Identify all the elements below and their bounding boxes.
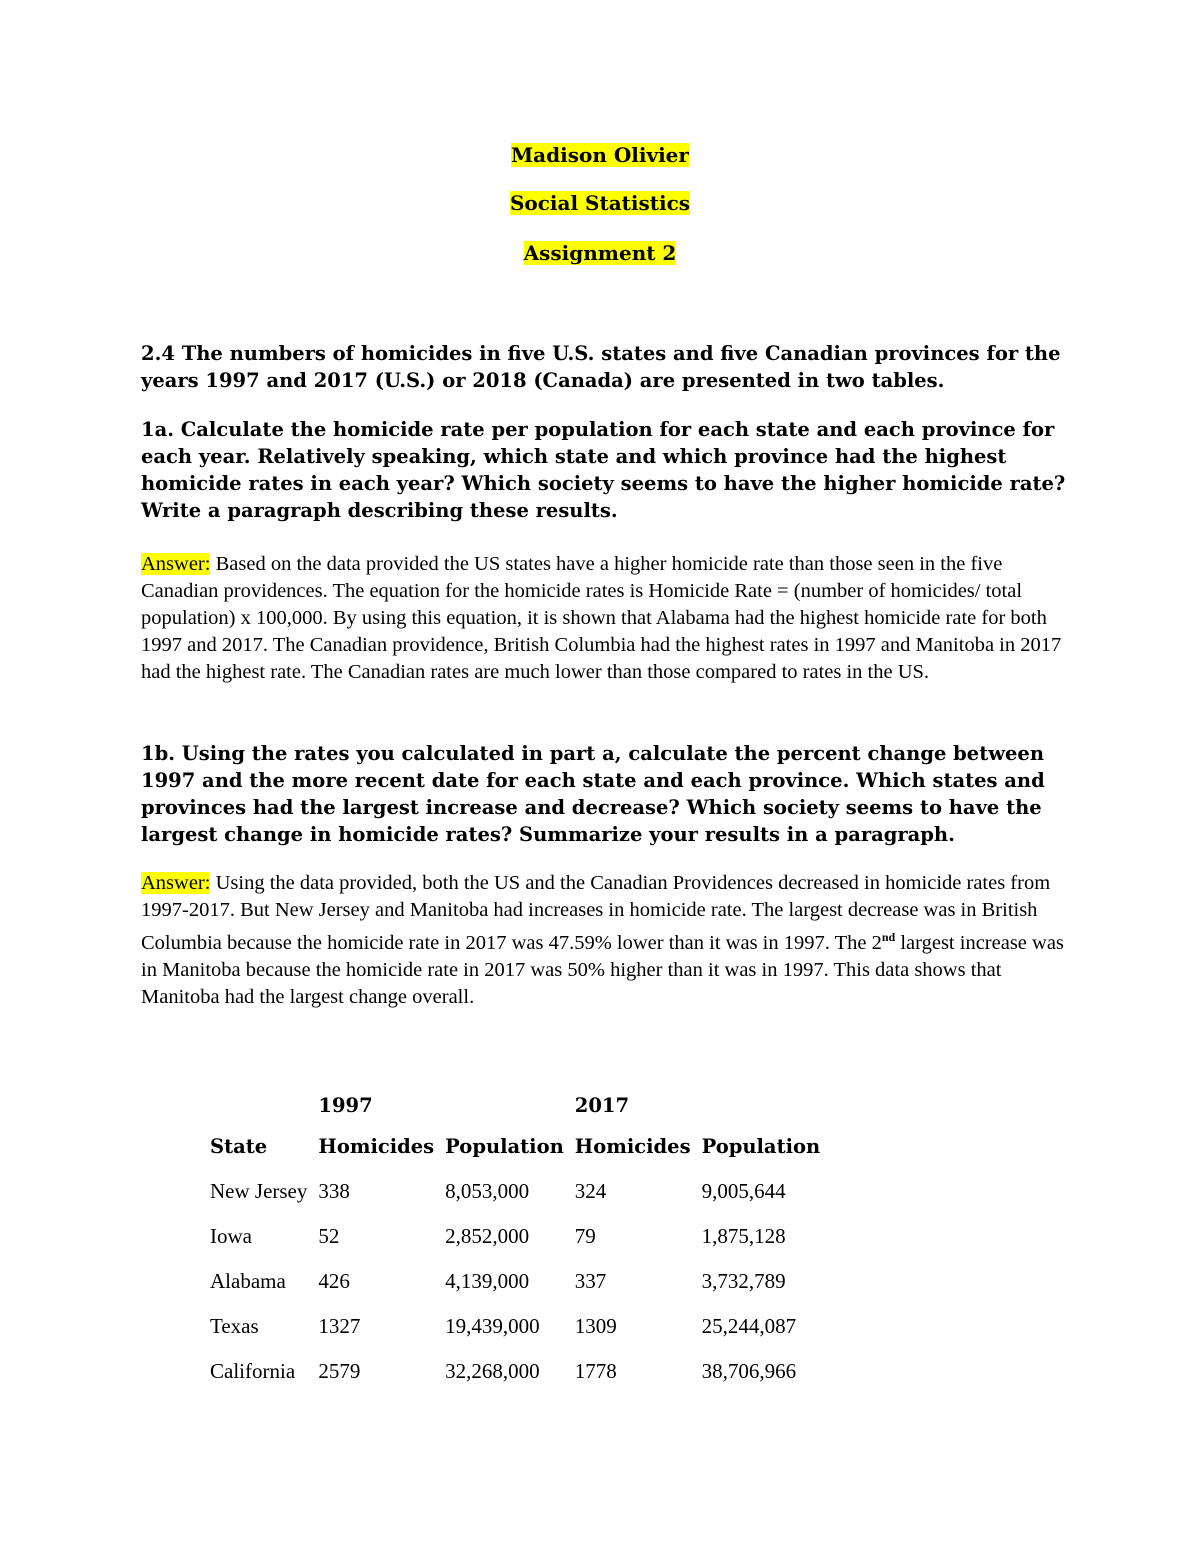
table-row [205, 1169, 826, 1214]
table-row [205, 1304, 826, 1349]
course-title-highlight: Social Statistics [509, 191, 691, 215]
homicide-table [205, 1086, 826, 1394]
assignment-title-highlight: Assignment 2 [523, 241, 677, 265]
table-cell: 1,875,128 [701, 1224, 786, 1248]
table-header-cell: State [210, 1135, 268, 1158]
answer-1b-label: Answer: [141, 872, 211, 894]
answer-1b-superscript: nd [881, 930, 896, 944]
table-cell: 4,139,000 [445, 1269, 530, 1293]
answer-1a-text: Based on the data provided the US states have a higher homicide rate than those seen in the five Canadian providences. The equation for the homicide rates is Homicide Rate = (number of homicides/ total population) x 100,000. By using this equation, it is shown that Alabama had the highest homicide rate for both 1997 and 2017. The Canadian providence, British Columbia had the highest rates in 1997 and Manitoba in 2017 had the highest rate. The Canadian rates are much lower than those compared to rates in the US. [141, 553, 1062, 683]
table-row [205, 1349, 826, 1394]
author-name-highlight: Madison Olivier [511, 143, 689, 167]
table-header-cell: Homicides [318, 1135, 435, 1158]
table-cell: 2579 [318, 1359, 361, 1383]
table-cell [697, 1086, 827, 1124]
table-cell: 324 [574, 1179, 607, 1203]
table-cell: 8,053,000 [445, 1179, 530, 1203]
answer-1b [141, 870, 1066, 1011]
table-cell: Alabama [210, 1269, 286, 1293]
answer-1a [141, 551, 1066, 686]
table-header-row [205, 1124, 826, 1169]
table-cell: 1778 [574, 1359, 617, 1383]
answer-1b-text-part1: Using the data provided, both the US and the Canadian Providences decreased in homicide rates from 1997-2017. But New Jersey and Manitoba had increases in homicide rate. The largest decrease was in British Columbia because the homicide rate in 2017 was 47.59% lower than it was in 1997. The 2 [141, 872, 1051, 954]
table-cell: 3,732,789 [701, 1269, 786, 1293]
question-1a: 1a. Calculate the homicide rate per population for each state and each province for each year. Relatively speaking, which state and which province had the highest homicide rates in each year? Which society seems to have the higher homicide rate? Write a paragraph describing these results. [141, 418, 1066, 522]
table-cell: 19,439,000 [445, 1314, 540, 1338]
table-header-cell: Homicides [574, 1135, 691, 1158]
table-cell: 2,852,000 [445, 1224, 530, 1248]
table-cell: 52 [318, 1224, 340, 1248]
table-cell: 2017 [574, 1093, 630, 1117]
assignment-title [0, 241, 1200, 265]
table-year-row [205, 1086, 826, 1124]
table-cell: Iowa [210, 1224, 252, 1248]
table-cell: New Jersey [210, 1179, 308, 1203]
table-cell: 1327 [318, 1314, 361, 1338]
table-cell: 337 [574, 1269, 607, 1293]
question-1b: 1b. Using the rates you calculated in part a, calculate the percent change between 1997 and the more recent date for each state and each province. Which states and provinces had the largest increase and decrease? Which society seems to have the largest change in homicide rates? Summarize your results in a paragraph. [141, 742, 1045, 846]
table-cell: 38,706,966 [701, 1359, 797, 1383]
table-cell: 32,268,000 [445, 1359, 540, 1383]
table-cell: 1997 [318, 1093, 373, 1117]
author-name [0, 143, 1200, 167]
intro-paragraph: 2.4 The numbers of homicides in five U.S. states and five Canadian provinces for the years 1997 and 2017 (U.S.) or 2018 (Canada) are presented in two tables. [141, 342, 1061, 392]
table-cell: 338 [318, 1179, 350, 1203]
table-cell [205, 1086, 313, 1124]
answer-1a-label: Answer: [141, 553, 211, 575]
table-cell [440, 1086, 570, 1124]
table-cell: California [210, 1359, 296, 1383]
table-row [205, 1259, 826, 1304]
table-header-cell: Population [701, 1135, 821, 1158]
table-cell: 9,005,644 [701, 1179, 786, 1203]
course-title [0, 191, 1200, 215]
answer-1b-text-part2: largest increase was in Manitoba because the homicide rate in 2017 was 50% higher than it was in 1997. This data shows that Manitoba had the largest change overall. [141, 931, 1064, 1008]
table-cell: Texas [210, 1314, 259, 1338]
table-cell: 426 [318, 1269, 350, 1293]
table-cell: 1309 [574, 1314, 617, 1338]
table-row [205, 1214, 826, 1259]
table-header-cell: Population [445, 1135, 564, 1158]
table-cell: 25,244,087 [701, 1314, 797, 1338]
table-cell: 79 [574, 1224, 596, 1248]
